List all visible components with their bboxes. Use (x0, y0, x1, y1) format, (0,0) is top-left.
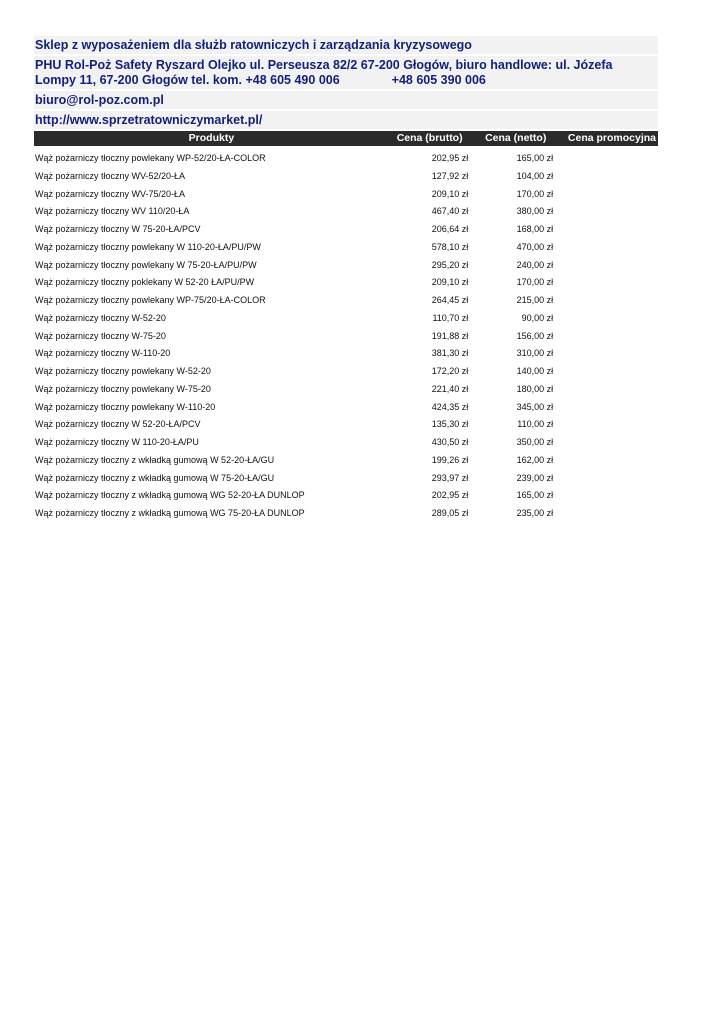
price-brutto-cell: 221,40 zł (431, 383, 469, 394)
company-email: biuro@rol-poz.com.pl (34, 91, 658, 109)
price-promo-cell (553, 399, 658, 417)
price-promo-cell (553, 487, 658, 505)
product-name-cell: Wąż pożarniczy tłoczny powlekany W 110-20-ŁA/PU/PW (35, 241, 261, 252)
price-brutto-cell: 578,10 zł (431, 241, 469, 252)
table-row (34, 203, 658, 221)
product-name-cell: Wąż pożarniczy tłoczny powlekany W-75-20 (35, 383, 211, 394)
price-netto-cell: 90,00 zł (521, 312, 554, 323)
table-row (34, 150, 658, 168)
table-row (34, 416, 658, 434)
product-name-cell: Wąż pożarniczy tłoczny z wkładką gumową WG 75-20-ŁA DUNLOP (35, 508, 305, 518)
product-name-cell: Wąż pożarniczy tłoczny W 52-20-ŁA/PCV (35, 419, 201, 430)
product-name-cell: Wąż pożarniczy tłoczny powlekany W-110-20 (35, 401, 216, 412)
column-header-netto: Cena (netto) (485, 132, 547, 144)
product-name-cell: Wąż pożarniczy tłoczny z wkładką gumową W 75-20-ŁA/GU (35, 472, 275, 483)
table-row (34, 274, 658, 292)
price-brutto-cell: 209,10 zł (431, 277, 469, 288)
table-row (34, 505, 658, 523)
product-name-cell: Wąż pożarniczy tłoczny z wkładką gumową WG 52-20-ŁA DUNLOP (35, 490, 305, 501)
price-promo-cell (553, 186, 658, 204)
product-name-cell: Wąż pożarniczy tłoczny WV-75/20-ŁA (35, 188, 186, 199)
price-netto-cell: 165,00 zł (516, 153, 554, 163)
company-website: http://www.sprzetratowniczymarket.pl/ (34, 111, 658, 129)
price-brutto-cell: 430,50 zł (431, 437, 469, 447)
price-promo-cell (553, 292, 658, 310)
price-promo-cell (553, 505, 658, 523)
price-netto-cell: 380,00 zł (516, 206, 554, 217)
table-row (34, 452, 658, 470)
price-promo-cell (553, 150, 658, 168)
product-name-cell: Wąż pożarniczy tłoczny powlekany W 75-20-ŁA/PU/PW (35, 259, 257, 270)
price-netto-cell: 162,00 zł (516, 454, 554, 465)
price-promo-cell (553, 257, 658, 275)
price-brutto-cell: 202,95 zł (431, 490, 469, 501)
price-netto-cell: 345,00 zł (516, 401, 554, 412)
table-row (34, 328, 658, 346)
company-address: PHU Rol-Poż Safety Ryszard Olejko ul. Perseusza 82/2 67-200 Głogów, biuro handlowe: ul. Józefa Lompy 11, 67-200 Głogów tel. kom. +48 605 490 006 (35, 58, 613, 87)
price-list-document (34, 36, 658, 523)
shop-title: Sklep z wyposażeniem dla służb ratowniczych i zarządzania kryzysowego (34, 36, 658, 54)
table-row (34, 345, 658, 363)
product-name-cell: Wąż pożarniczy tłoczny W-75-20 (35, 330, 166, 341)
table-row (34, 310, 658, 328)
price-netto-cell: 170,00 zł (516, 188, 554, 199)
price-promo-cell (553, 168, 658, 186)
price-brutto-cell: 424,35 zł (431, 401, 469, 412)
table-row (34, 168, 658, 186)
product-name-cell: Wąż pożarniczy tłoczny W-52-20 (35, 312, 166, 323)
product-name-cell: Wąż pożarniczy tłoczny powlekany WP-75/20-ŁA-COLOR (35, 295, 266, 305)
table-header (34, 131, 658, 146)
price-promo-cell (553, 416, 658, 434)
price-netto-cell: 104,00 zł (516, 170, 554, 181)
price-brutto-cell: 172,20 zł (431, 366, 469, 376)
price-netto-cell: 170,00 zł (516, 277, 554, 288)
price-netto-cell: 240,00 zł (516, 259, 554, 270)
price-promo-cell (553, 434, 658, 452)
table-row (34, 239, 658, 257)
product-name-cell: Wąż pożarniczy tłoczny W 110-20-ŁA/PU (35, 437, 199, 447)
column-header-product: Produkty (188, 132, 235, 144)
price-brutto-cell: 135,30 zł (431, 419, 469, 430)
column-header-promo: Cena promocyjna (567, 132, 656, 144)
price-netto-cell: 310,00 zł (516, 348, 554, 359)
price-netto-cell: 235,00 zł (516, 508, 554, 518)
price-brutto-cell: 293,97 zł (431, 472, 469, 483)
product-name-cell: Wąż pożarniczy tłoczny powlekany W-52-20 (35, 366, 211, 376)
price-promo-cell (553, 221, 658, 239)
product-name-cell: Wąż pożarniczy tłoczny W 75-20-ŁA/PCV (35, 224, 201, 234)
price-netto-cell: 350,00 zł (516, 437, 554, 447)
price-netto-cell: 140,00 zł (516, 366, 554, 376)
price-promo-cell (553, 203, 658, 221)
company-info (34, 56, 658, 89)
price-promo-cell (553, 363, 658, 381)
price-brutto-cell: 206,64 zł (431, 224, 469, 234)
product-name-cell: Wąż pożarniczy tłoczny WV 110/20-ŁA (35, 206, 190, 217)
price-promo-cell (553, 470, 658, 488)
price-netto-cell: 156,00 zł (516, 330, 554, 341)
price-promo-cell (553, 345, 658, 363)
product-table-body (34, 150, 658, 523)
price-netto-cell: 165,00 zł (516, 490, 554, 501)
price-netto-cell: 168,00 zł (516, 224, 554, 234)
table-row (34, 363, 658, 381)
table-row (34, 399, 658, 417)
product-name-cell: Wąż pożarniczy tłoczny powlekany WP-52/20-ŁA-COLOR (35, 153, 266, 163)
price-netto-cell: 215,00 zł (516, 295, 554, 305)
price-promo-cell (553, 239, 658, 257)
table-row (34, 257, 658, 275)
table-row (34, 186, 658, 204)
price-promo-cell (553, 274, 658, 292)
price-promo-cell (553, 310, 658, 328)
product-name-cell: Wąż pożarniczy tłoczny W-110-20 (35, 348, 171, 359)
price-brutto-cell: 295,20 zł (431, 259, 469, 270)
price-brutto-cell: 289,05 zł (431, 508, 469, 518)
price-brutto-cell: 209,10 zł (431, 188, 469, 199)
price-brutto-cell: 202,95 zł (431, 153, 469, 163)
company-phone-2: +48 605 390 006 (391, 73, 486, 87)
price-brutto-cell: 381,30 zł (431, 348, 469, 359)
price-brutto-cell: 127,92 zł (431, 170, 469, 181)
table-row (34, 381, 658, 399)
price-brutto-cell: 264,45 zł (431, 295, 469, 305)
price-netto-cell: 470,00 zł (516, 241, 554, 252)
price-netto-cell: 180,00 zł (516, 383, 554, 394)
price-brutto-cell: 467,40 zł (431, 206, 469, 217)
product-name-cell: Wąż pożarniczy tłoczny poklekany W 52-20 ŁA/PU/PW (35, 277, 255, 288)
column-header-brutto: Cena (brutto) (396, 132, 463, 144)
table-row (34, 434, 658, 452)
price-netto-cell: 110,00 zł (517, 419, 554, 430)
table-row (34, 487, 658, 505)
price-brutto-cell: 110,70 zł (432, 312, 469, 323)
price-promo-cell (553, 328, 658, 346)
table-row (34, 292, 658, 310)
price-brutto-cell: 199,26 zł (431, 454, 469, 465)
price-promo-cell (553, 381, 658, 399)
price-promo-cell (553, 452, 658, 470)
table-row (34, 470, 658, 488)
price-netto-cell: 239,00 zł (516, 472, 554, 483)
product-name-cell: Wąż pożarniczy tłoczny z wkładką gumową W 52-20-ŁA/GU (35, 454, 275, 465)
table-row (34, 221, 658, 239)
product-name-cell: Wąż pożarniczy tłoczny WV-52/20-ŁA (35, 170, 186, 181)
price-brutto-cell: 191,88 zł (431, 330, 469, 341)
